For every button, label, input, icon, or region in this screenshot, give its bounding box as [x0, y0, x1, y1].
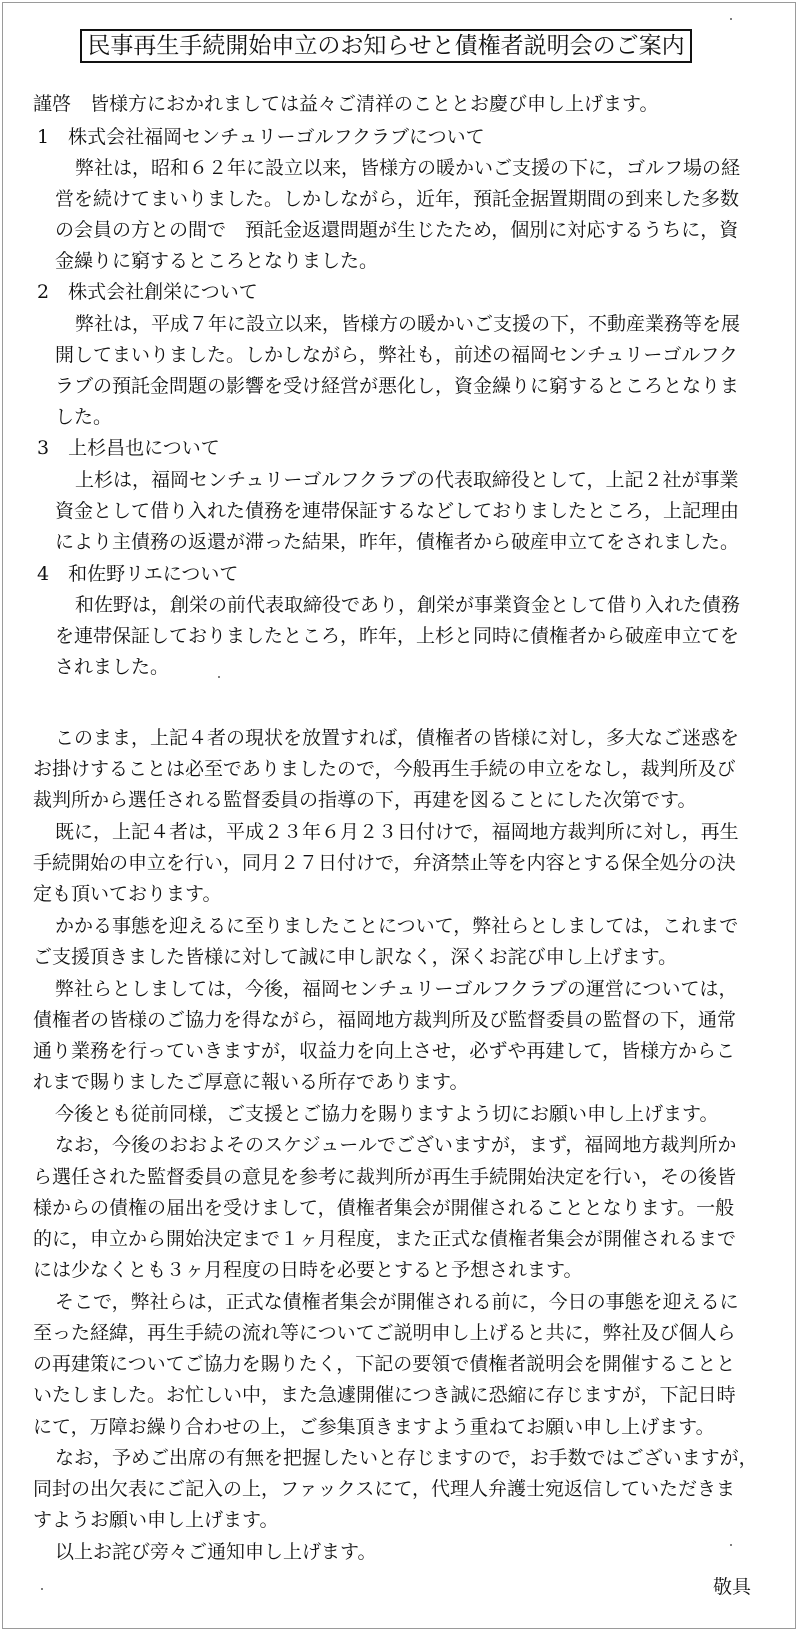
section-1-line-2: 営を続けてまいりました。しかしながら，近年，預託金据置期間の到来した多数 — [55, 188, 740, 210]
body-line-12: れまで賜りましたご厚意に報いる所存であります。 — [33, 1071, 469, 1093]
body-line-23: にて，万障お繰り合わせの上，ご参集頂きますよう重ねてお願い申し上げます。 — [33, 1416, 715, 1438]
section-1-line-3: の会員の方との間で 預託金返還問題が生じたため，個別に対応するうちに，資 — [55, 219, 739, 241]
body-line-11: 通り業務を行っていきますが，収益力を向上させ，必ずや再建して，皆様方からこ — [33, 1040, 736, 1062]
body-line-6: 定も頂いております。 — [33, 883, 222, 905]
section-3-line-3: により主債務の返還が滞った結果，昨年，債権者から破産申立てをされました。 — [55, 531, 740, 553]
body-line-10: 債権者の皆様のご協力を得ながら，福岡地方裁判所及び監督委員の監督の下，通常 — [33, 1009, 737, 1031]
body-line-26: すようお願い申し上げます。 — [33, 1509, 279, 1531]
closing-signoff: 敬具 — [712, 1576, 751, 1598]
section-heading-1: 1 株式会社福岡センチュリーゴルフクラブについて — [37, 126, 485, 148]
body-line-3: 裁判所から選任される監督委員の指導の下，再建を図ることにした次第です。 — [33, 789, 697, 811]
body-line-9: 弊社らとしましては，今後，福岡センチュリーゴルフクラブの運営については， — [55, 978, 738, 1000]
document-title: 民事再生手続開始申立のお知らせと債権者説明会のご案内 — [80, 29, 692, 63]
body-line-24: なお，予めご出席の有無を把握したいと存じますので，お手数ではございますが， — [55, 1447, 758, 1469]
body-line-2: お掛けすることは必至でありましたので，今般再生手続の申立をなし，裁判所及び — [33, 758, 736, 780]
body-line-25: 同封の出欠表にご記入の上，ファックスにて，代理人弁護士宛返信していただきま — [33, 1478, 736, 1500]
section-2-line-2: 開してまいりました。しかしながら，弊社も，前述の福岡センチュリーゴルフク — [55, 344, 738, 366]
body-line-21: の再建策についてご協力を賜りたく，下記の要領で債権者説明会を開催することと — [33, 1353, 736, 1375]
section-4-line-1: 和佐野は，創栄の前代表取締役であり，創栄が事業資金として借り入れた債務 — [75, 594, 741, 616]
section-1-line-1: 弊社は，昭和６２年に設立以来，皆様方の暖かいご支援の下に，ゴルフ場の経 — [75, 157, 741, 179]
scan-speck — [730, 1544, 732, 1546]
scan-speck — [730, 18, 732, 20]
scan-speck — [41, 1588, 43, 1590]
section-3-line-2: 資金として借り入れた債務を連帯保証するなどしておりましたところ，上記理由 — [55, 500, 740, 522]
section-heading-3: 3 上杉昌也について — [37, 437, 220, 459]
section-2-line-1: 弊社は，平成７年に設立以来，皆様方の暖かいご支援の下，不動産業務等を展 — [75, 313, 741, 335]
body-line-20: 至った経緯，再生手続の流れ等についてご説明申し上げると共に，弊社及び個人ら — [33, 1322, 736, 1344]
scan-speck — [218, 676, 220, 678]
section-2-line-3: ラブの預託金問題の影響を受け経営が悪化し，資金繰りに窮するところとなりま — [55, 375, 740, 397]
body-line-13: 今後とも従前同様，ご支援とご協力を賜りますよう切にお願い申し上げます。 — [55, 1103, 719, 1125]
body-line-15: ら選任された監督委員の意見を参考に裁判所が再生手続開始決定を行い，その後皆 — [33, 1166, 737, 1188]
body-line-7: かかる事態を迎えるに至りましたことについて，弊社らとしましては，これまで — [55, 915, 739, 937]
body-line-1: このまま，上記４者の現状を放置すれば，債権者の皆様に対し，多大なご迷惑を — [55, 727, 740, 749]
body-line-4: 既に，上記４者は，平成２３年６月２３日付けで，福岡地方裁判所に対し，再生 — [55, 821, 739, 843]
body-line-18: には少なくとも３ヶ月程度の日時を必要とすると予想されます。 — [33, 1259, 583, 1281]
body-line-5: 手続開始の申立を行い，同月２７日付けで，弁済禁止等を内容とする保全処分の決 — [33, 852, 736, 874]
section-4-line-3: されました。 — [55, 656, 170, 678]
section-heading-2: 2 株式会社創栄について — [37, 281, 258, 303]
body-line-22: いたしました。お忙しい中，また急遽開催につき誠に恐縮に存じますが，下記日時 — [33, 1384, 736, 1406]
section-2-line-4: した。 — [55, 406, 113, 428]
body-line-14: なお，今後のおおよそのスケジュールでございますが，まず，福岡地方裁判所か — [55, 1134, 737, 1156]
section-1-line-4: 金繰りに窮するところとなりました。 — [55, 250, 379, 272]
body-line-16: 様からの債権の届出を受けまして，債権者集会が開催されることとなります。一般 — [33, 1197, 735, 1219]
body-line-19: そこで，弊社らは，正式な債権者集会が開催される前に，今日の事態を迎えるに — [55, 1291, 739, 1313]
section-4-line-2: を連帯保証しておりましたところ，昨年，上杉と同時に債権者から破産申立てを — [55, 625, 740, 647]
section-heading-4: 4 和佐野リエについて — [37, 563, 239, 585]
section-3-line-1: 上杉は，福岡センチュリーゴルフクラブの代表取締役として，上記２社が事業 — [75, 469, 739, 491]
greeting-line: 謹啓 皆様方におかれましては益々ご清祥のこととお慶び申し上げます。 — [33, 93, 659, 115]
body-line-8: ご支援頂きました皆様に対して誠に申し訳なく，深くお詫び申し上げます。 — [33, 946, 678, 968]
body-line-17: 的に，申立から開始決定まで１ヶ月程度，また正式な債権者集会が開催されるまで — [33, 1228, 737, 1250]
body-line-27: 以上お詫び旁々ご通知申し上げます。 — [55, 1541, 377, 1563]
